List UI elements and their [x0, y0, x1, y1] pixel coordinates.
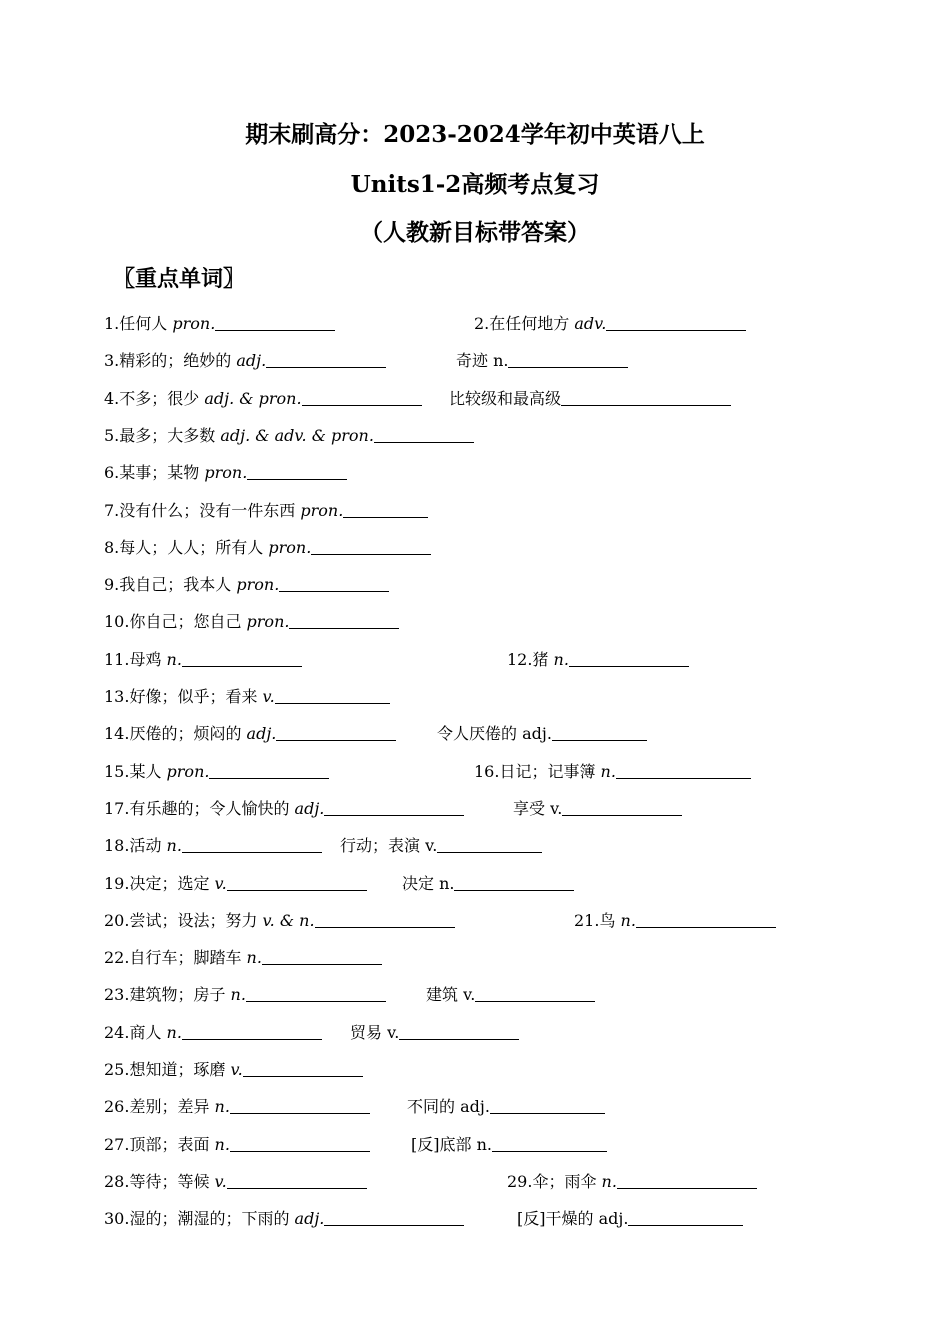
answer-blank[interactable] — [215, 312, 335, 331]
part-of-speech: v. — [209, 873, 227, 893]
vocab-prompt — [474, 760, 751, 784]
part-of-speech: v. & n. — [257, 910, 315, 930]
answer-blank[interactable] — [243, 1058, 363, 1077]
answer-blank[interactable] — [279, 573, 389, 592]
part-of-speech: v. — [257, 687, 275, 706]
vocab-meaning: 奇迹 n. — [456, 351, 509, 371]
page-subtitle: Units1-2高频考点复习 — [350, 171, 600, 198]
vocab-prompt — [104, 349, 386, 373]
vocab-meaning: 4.不多；很少 — [104, 388, 200, 408]
part-of-speech: pron. — [161, 761, 210, 781]
vocab-prompt — [104, 1058, 363, 1082]
answer-blank[interactable] — [454, 872, 574, 891]
part-of-speech: adj. — [231, 351, 267, 371]
part-of-speech: n. — [595, 761, 616, 781]
answer-blank[interactable] — [182, 1021, 322, 1040]
answer-blank[interactable] — [552, 722, 647, 741]
vocab-prompt — [426, 983, 595, 1007]
part-of-speech: pron. — [231, 575, 280, 595]
part-of-speech: n. — [615, 910, 636, 930]
vocab-meaning: 贸易 v. — [350, 1022, 400, 1042]
vocab-meaning: 10.你自己；您自己 — [104, 612, 242, 632]
vocab-meaning: 决定 n. — [402, 873, 455, 893]
answer-blank[interactable] — [182, 648, 302, 667]
part-of-speech: pron. — [263, 537, 312, 557]
vocab-meaning: 12.猪 — [507, 649, 549, 669]
vocab-meaning: [反]底部 n. — [411, 1134, 492, 1154]
vocab-meaning: 14.厌倦的；烦闷的 — [104, 724, 242, 744]
part-of-speech: n. — [225, 985, 246, 1005]
answer-blank[interactable] — [289, 610, 399, 629]
vocab-meaning: 比较级和最高级 — [449, 388, 562, 408]
vocab-prompt — [104, 946, 382, 970]
vocab-meaning: 享受 v. — [513, 798, 563, 818]
part-of-speech: pron. — [241, 612, 290, 632]
page-title: 期末刷高分：2023-2024学年初中英语八上 — [245, 121, 705, 148]
vocab-meaning: 9.我自己；我本人 — [104, 575, 232, 595]
vocab-prompt — [104, 499, 428, 523]
vocab-meaning: 建筑 v. — [426, 985, 476, 1005]
vocab-prompt — [104, 872, 367, 896]
part-of-speech: n. — [209, 1134, 230, 1154]
vocab-meaning: 11.母鸡 — [104, 649, 162, 669]
vocab-meaning: 20.尝试；设法；努力 — [104, 910, 258, 930]
vocab-prompt — [104, 1170, 367, 1194]
part-of-speech: pron. — [295, 500, 344, 520]
vocab-prompt — [104, 983, 386, 1007]
vocab-prompt — [350, 1021, 519, 1045]
vocab-meaning: 6.某事；某物 — [104, 463, 200, 483]
answer-blank[interactable] — [492, 1133, 607, 1152]
answer-blank[interactable] — [490, 1095, 605, 1114]
vocab-prompt — [104, 424, 474, 448]
part-of-speech: adj. & adv. & pron. — [215, 425, 374, 445]
vocab-prompt — [474, 312, 746, 336]
part-of-speech: adj. & pron. — [199, 388, 302, 408]
answer-blank[interactable] — [311, 536, 431, 555]
answer-blank[interactable] — [628, 1207, 743, 1226]
vocab-prompt — [507, 1170, 757, 1194]
vocab-meaning: 30.湿的；潮湿的；下雨的 — [104, 1209, 290, 1229]
vocab-prompt — [104, 1021, 322, 1045]
answer-blank[interactable] — [437, 834, 542, 853]
answer-blank[interactable] — [302, 387, 422, 406]
vocab-prompt — [104, 909, 455, 933]
vocab-prompt — [104, 834, 322, 858]
vocab-meaning: 令人厌倦的 adj. — [437, 724, 552, 744]
vocab-prompt — [104, 610, 399, 634]
answer-blank[interactable] — [182, 834, 322, 853]
vocab-prompt — [104, 312, 335, 336]
vocab-prompt — [449, 387, 731, 411]
answer-blank[interactable] — [475, 983, 595, 1002]
answer-blank[interactable] — [246, 983, 386, 1002]
vocab-meaning: 22.自行车；脚踏车 — [104, 948, 242, 968]
answer-blank[interactable] — [343, 499, 428, 518]
vocab-prompt — [507, 648, 689, 672]
answer-blank[interactable] — [508, 349, 628, 368]
vocab-meaning: 不同的 adj. — [407, 1097, 490, 1117]
answer-blank[interactable] — [569, 648, 689, 667]
vocab-prompt — [574, 909, 776, 933]
answer-blank[interactable] — [374, 424, 474, 443]
part-of-speech: v. — [225, 1060, 243, 1079]
vocab-prompt — [104, 648, 302, 672]
vocab-meaning: 13.好像；似乎；看来 — [104, 687, 258, 706]
vocab-prompt — [340, 834, 542, 858]
vocab-meaning: 15.某人 — [104, 761, 162, 781]
vocab-meaning: 23.建筑物；房子 — [104, 985, 226, 1005]
answer-blank[interactable] — [399, 1021, 519, 1040]
part-of-speech: pron. — [199, 463, 248, 483]
part-of-speech: n. — [548, 649, 569, 669]
answer-blank[interactable] — [247, 461, 347, 480]
vocab-meaning: 29.伞；雨伞 — [507, 1171, 597, 1191]
vocab-meaning: 行动；表演 v. — [340, 836, 438, 856]
vocab-prompt — [407, 1095, 605, 1119]
answer-blank[interactable] — [616, 760, 751, 779]
vocab-meaning: 25.想知道；琢磨 — [104, 1060, 226, 1079]
vocab-prompt — [104, 573, 389, 597]
answer-blank[interactable] — [324, 1207, 464, 1226]
vocab-prompt — [517, 1207, 743, 1231]
vocab-prompt — [104, 797, 464, 821]
vocab-meaning: 7.没有什么；没有一件东西 — [104, 500, 296, 520]
vocab-meaning: 24.商人 — [104, 1022, 162, 1042]
answer-blank[interactable] — [266, 349, 386, 368]
answer-blank[interactable] — [606, 312, 746, 331]
vocab-prompt — [104, 1133, 370, 1157]
vocab-prompt — [104, 461, 347, 485]
answer-blank[interactable] — [617, 1170, 757, 1189]
answer-blank[interactable] — [262, 946, 382, 965]
part-of-speech: n. — [161, 836, 182, 856]
answer-blank[interactable] — [230, 1133, 370, 1152]
vocab-meaning: 28.等待；等候 — [104, 1171, 210, 1191]
vocab-prompt — [104, 1095, 370, 1119]
part-of-speech: v. — [209, 1171, 227, 1191]
vocab-prompt — [104, 536, 431, 560]
vocab-meaning: 2.在任何地方 — [474, 314, 570, 333]
vocab-meaning: 19.决定；选定 — [104, 873, 210, 893]
vocab-meaning: 18.活动 — [104, 836, 162, 856]
part-of-speech: adj. — [289, 798, 325, 818]
vocab-meaning: [反]干燥的 adj. — [517, 1209, 629, 1229]
vocab-prompt — [104, 387, 422, 411]
vocab-meaning: 17.有乐趣的；令人愉快的 — [104, 798, 290, 818]
vocab-prompt — [104, 685, 390, 709]
part-of-speech: n. — [596, 1171, 617, 1191]
section-heading: 〖重点单词〗 — [113, 266, 246, 292]
vocab-meaning: 3.精彩的；绝妙的 — [104, 351, 232, 371]
vocab-prompt — [456, 349, 628, 373]
vocab-meaning: 5.最多；大多数 — [104, 425, 216, 445]
part-of-speech: n. — [161, 1022, 182, 1042]
vocab-meaning: 21.鸟 — [574, 910, 616, 930]
answer-blank[interactable] — [276, 722, 396, 741]
vocab-meaning: 8.每人；人人；所有人 — [104, 537, 264, 557]
vocab-prompt — [104, 760, 329, 784]
answer-blank[interactable] — [324, 797, 464, 816]
vocab-prompt — [104, 1207, 464, 1231]
part-of-speech: n. — [161, 649, 182, 669]
answer-blank[interactable] — [636, 909, 776, 928]
part-of-speech: pron. — [167, 314, 216, 333]
part-of-speech: adv. — [569, 314, 607, 333]
answer-blank[interactable] — [227, 1170, 367, 1189]
part-of-speech: adj. — [289, 1209, 325, 1229]
vocab-prompt — [411, 1133, 607, 1157]
answer-blank[interactable] — [562, 797, 682, 816]
vocab-prompt — [104, 722, 396, 746]
answer-blank[interactable] — [227, 872, 367, 891]
vocab-prompt — [402, 872, 574, 896]
answer-blank[interactable] — [561, 387, 731, 406]
vocab-meaning: 27.顶部；表面 — [104, 1134, 210, 1154]
answer-blank[interactable] — [230, 1095, 370, 1114]
vocab-meaning: 26.差别；差异 — [104, 1097, 210, 1117]
vocab-prompt — [513, 797, 682, 821]
vocab-meaning: 16.日记；记事簿 — [474, 761, 596, 781]
page-subtitle-note: （人教新目标带答案） — [360, 219, 590, 246]
part-of-speech: n. — [241, 948, 262, 968]
answer-blank[interactable] — [209, 760, 329, 779]
part-of-speech: adj. — [241, 724, 277, 744]
vocab-prompt — [437, 722, 647, 746]
part-of-speech: n. — [209, 1097, 230, 1117]
answer-blank[interactable] — [275, 685, 390, 704]
vocab-meaning: 1.任何人 — [104, 314, 168, 333]
answer-blank[interactable] — [315, 909, 455, 928]
